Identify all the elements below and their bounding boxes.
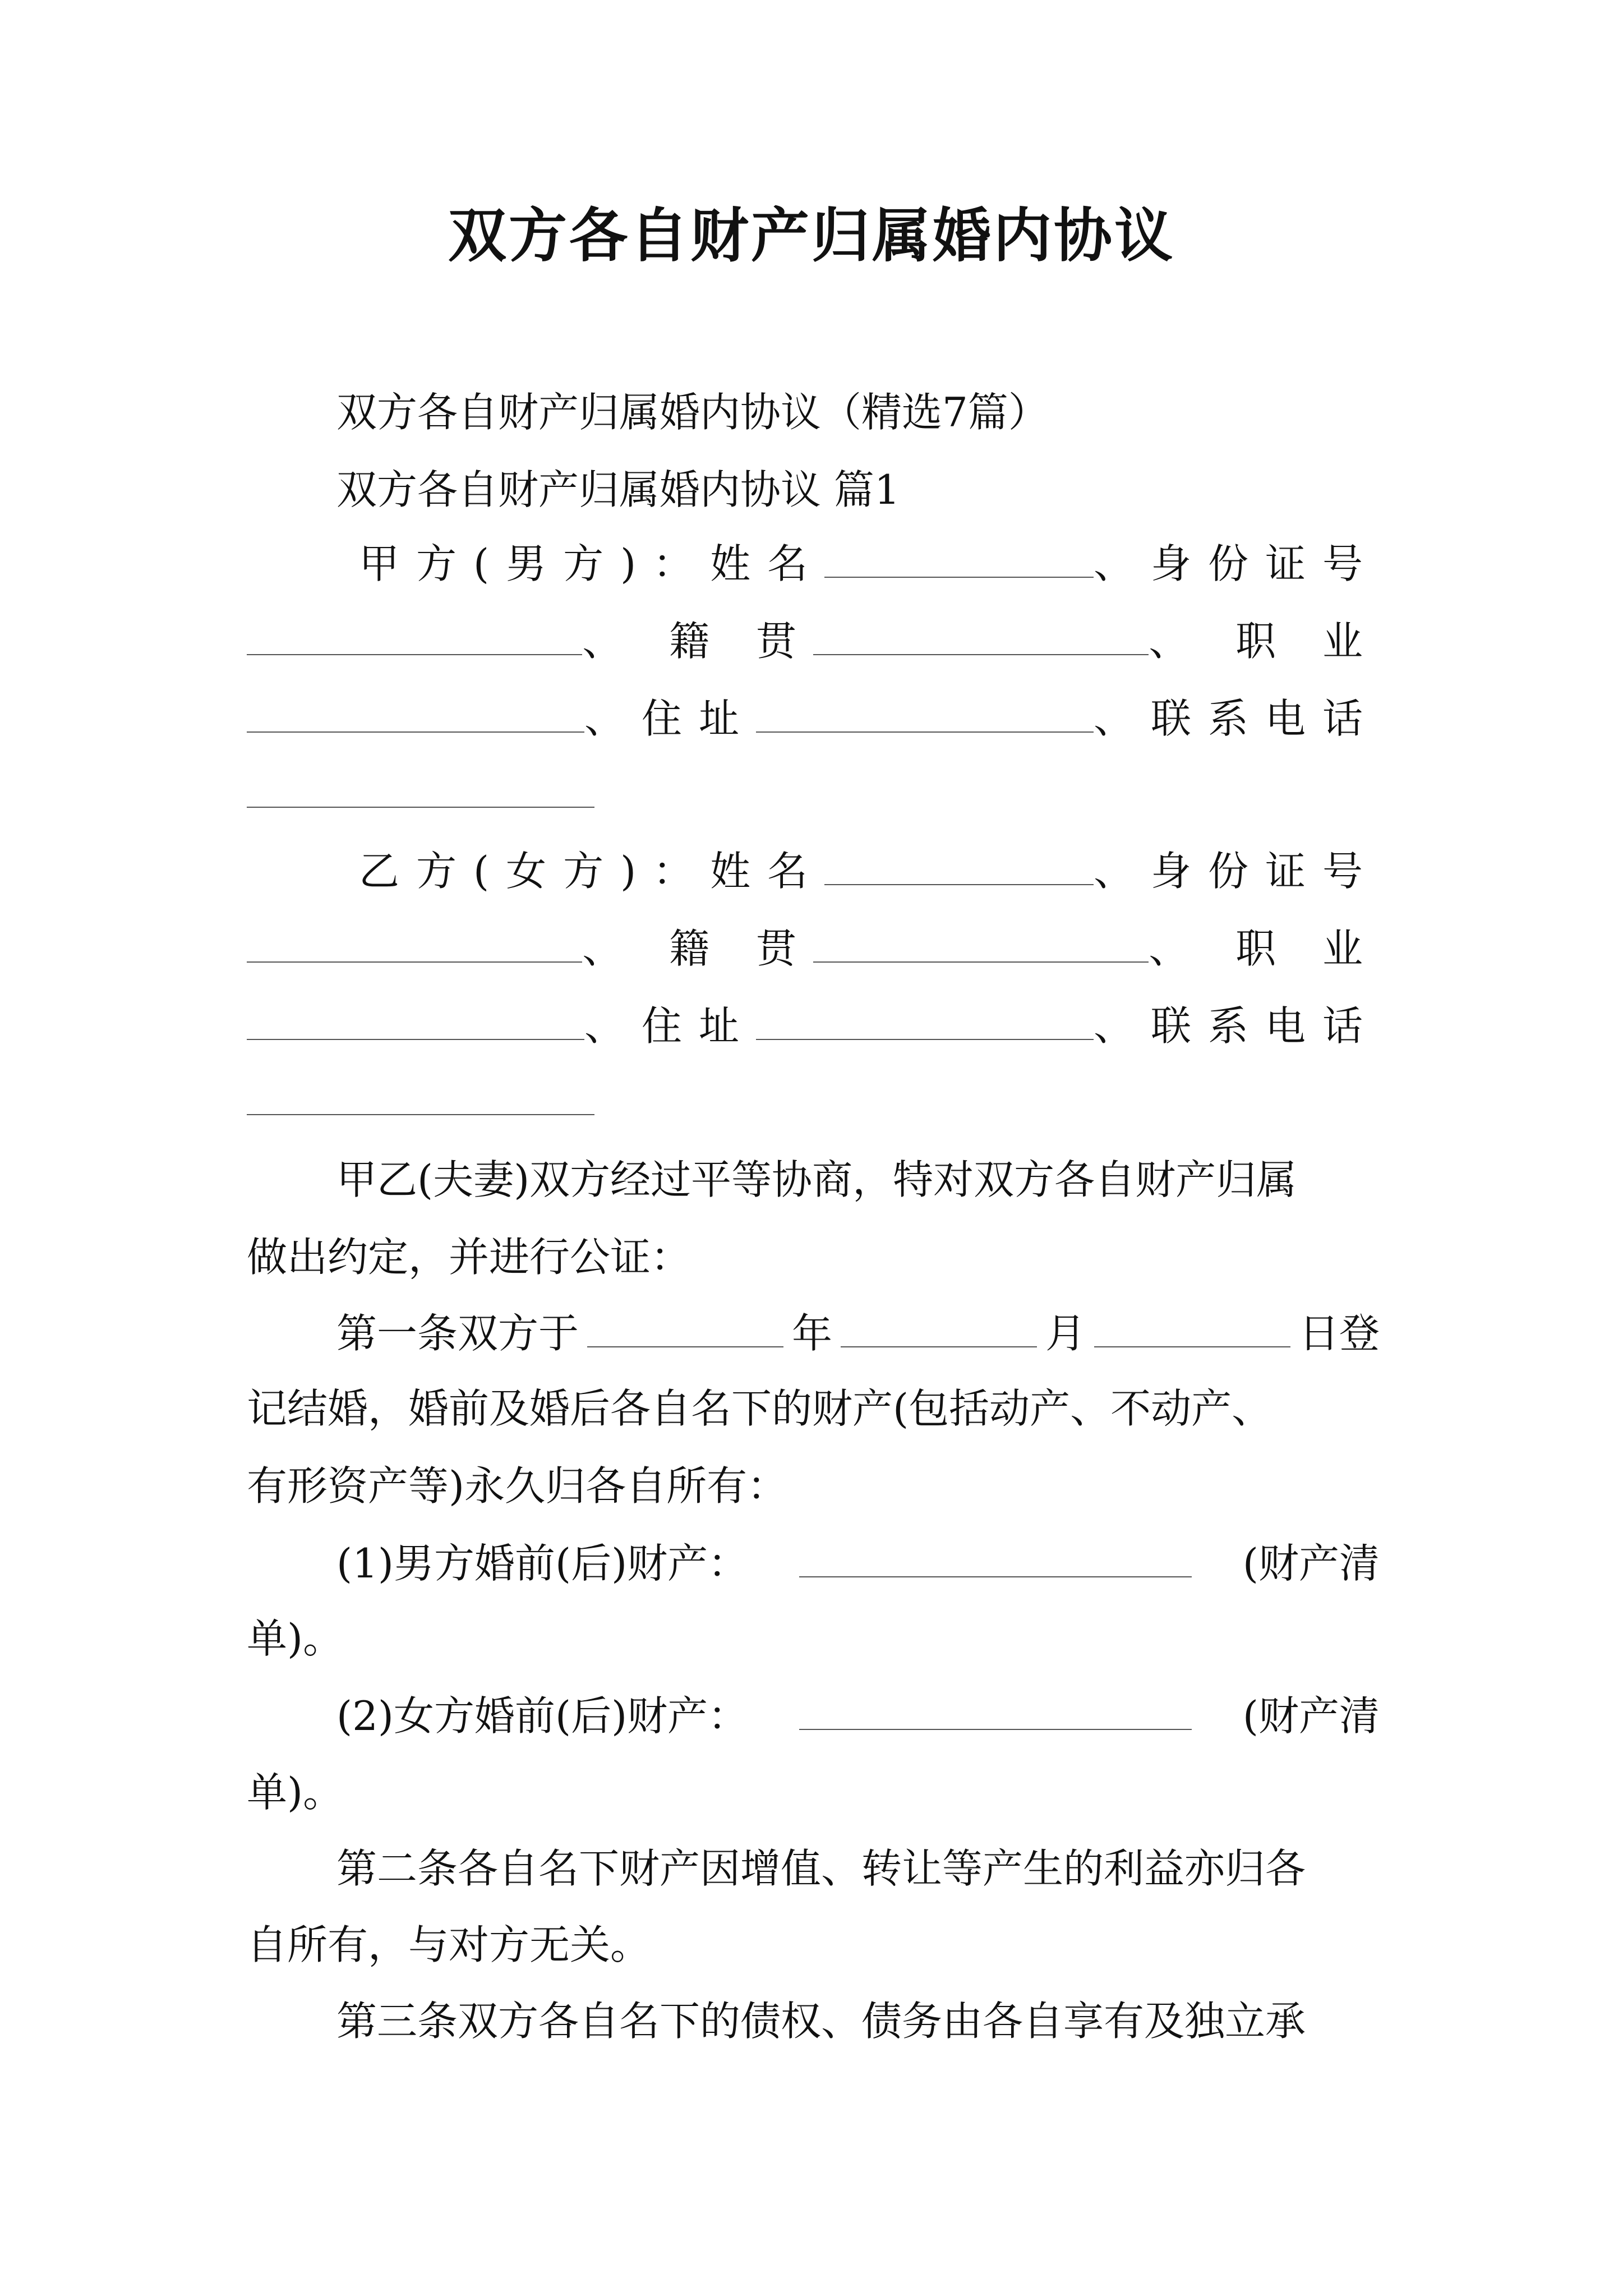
party-a-address-row [247,688,1380,749]
item-2-suffix: (财产清 [1242,1692,1380,1740]
party-b-name-blank[interactable] [824,850,1094,885]
party-b-id-blank[interactable] [247,928,582,963]
month-label: 月 [1045,1310,1086,1357]
article-1-line-3: 有形资产等)永久归各自所有： [247,1462,788,1510]
document-title: 双方各自财产归属婚内协议 [448,201,1175,270]
item-2-row [336,1685,1380,1747]
subtitle: 双方各自财产归属婚内协议（精选7篇） [336,389,1049,436]
item-1-end: 单)。 [247,1615,344,1662]
party-b-origin-row [247,918,1380,979]
party-b-job-blank[interactable] [247,1005,584,1040]
party-a-id-label: 、身份证号 [1093,540,1380,587]
item-2-end: 单)。 [247,1769,344,1816]
party-a-job-label: 、 职 业 [1149,618,1380,665]
day-label: 日登 [1298,1310,1380,1357]
item-1-label: (1)男方婚前(后)财产： [336,1540,749,1587]
article-1-line-2: 记结婚，婚前及婚后各自名下的财产(包括动产、不动产、 [247,1385,1272,1432]
item-1-row [336,1533,1380,1594]
item-1-blank[interactable] [799,1543,1192,1577]
party-a-phone-row [247,763,1380,825]
party-a-origin-blank[interactable] [813,620,1149,655]
article-1-prefix: 第一条双方于 [336,1310,579,1357]
party-b-origin-label: 、 籍 贯 [582,925,813,972]
party-a-job-blank[interactable] [247,698,584,733]
party-b-address-blank[interactable] [756,1005,1094,1040]
year-blank[interactable] [587,1313,783,1347]
intro-line-1: 甲乙(夫妻)双方经过平等协商，特对双方各自财产归属 [336,1156,1297,1203]
year-label: 年 [791,1310,832,1357]
article-2-line-2: 自所有，与对方无关。 [247,1921,651,1968]
party-b-address-label: 、住址 [584,1002,756,1050]
party-b-origin-blank[interactable] [813,928,1149,963]
party-a-phone-label: 、联系电话 [1093,695,1380,742]
article-1-line-1 [336,1303,1380,1364]
party-a-address-label: 、住址 [584,695,756,742]
party-b-address-row [247,995,1380,1057]
party-a-address-blank[interactable] [756,698,1094,733]
party-a-phone-blank[interactable] [247,773,594,808]
party-a-origin-label: 、 籍 贯 [582,618,813,665]
party-b-id-label: 、身份证号 [1093,848,1380,895]
party-a-id-blank[interactable] [247,620,582,655]
day-blank[interactable] [1094,1313,1290,1347]
party-b-job-label: 、 职 业 [1149,925,1380,972]
party-b-label: 乙方(女方)：姓名 [359,848,825,895]
party-a-name-row [359,533,1380,595]
article-3-line-1: 第三条双方各自名下的债权、债务由各自享有及独立承 [336,1998,1306,2045]
month-blank[interactable] [841,1313,1037,1347]
party-a-label: 甲方(男方)：姓名 [359,540,825,587]
party-b-phone-label: 、联系电话 [1093,1002,1380,1050]
party-b-phone-blank[interactable] [247,1080,594,1115]
intro-line-2: 做出约定，并进行公证： [247,1234,691,1281]
section-heading: 双方各自财产归属婚内协议 篇1 [336,466,900,513]
item-2-label: (2)女方婚前(后)财产： [336,1692,749,1740]
party-a-origin-row [247,610,1380,672]
item-1-suffix: (财产清 [1242,1540,1380,1587]
party-a-name-blank[interactable] [824,543,1094,578]
item-2-blank[interactable] [799,1695,1192,1730]
article-2-line-1: 第二条各自名下财产因增值、转让等产生的利益亦归各 [336,1845,1306,1892]
party-b-name-row [359,840,1380,902]
party-b-phone-row [247,1070,1380,1132]
